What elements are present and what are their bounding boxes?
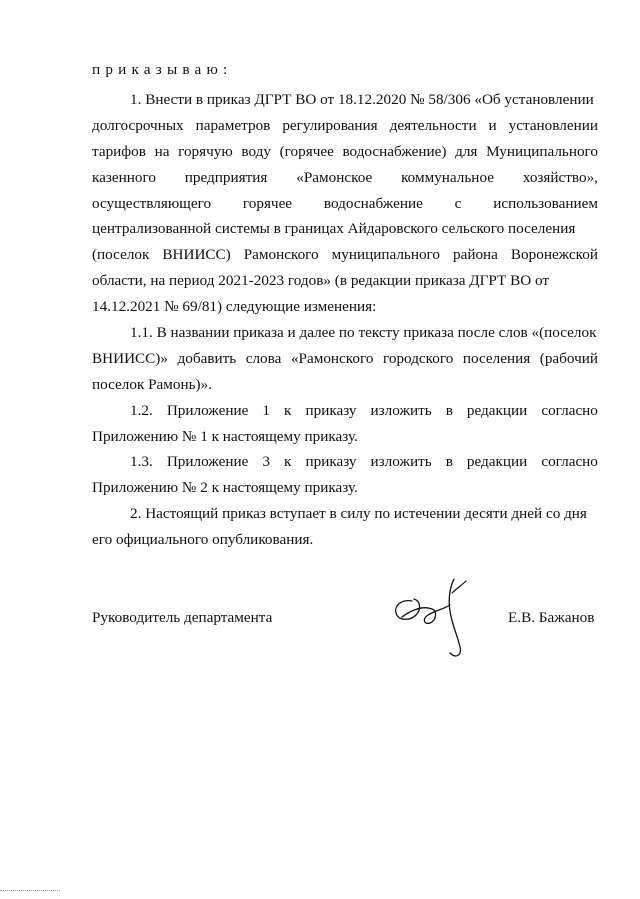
word: приказу bbox=[305, 402, 357, 419]
signature-icon bbox=[392, 571, 478, 663]
text: 1.1. В названии приказа и далее по тексту приказа после слов «(поселок bbox=[130, 324, 597, 341]
word: использованием bbox=[493, 195, 598, 212]
item1-3-line: Приложению № 2 к настоящему приказу. bbox=[92, 479, 358, 496]
word: редакции bbox=[466, 402, 528, 419]
item1-line bbox=[92, 143, 598, 161]
word: для bbox=[455, 143, 478, 160]
item1-line bbox=[130, 91, 598, 109]
word: редакции bbox=[466, 453, 528, 470]
item1-line: 14.12.2021 № 69/81) следующие изменения: bbox=[92, 298, 377, 315]
item1-3-line bbox=[130, 453, 598, 471]
word: района bbox=[452, 246, 498, 263]
item1-line bbox=[92, 169, 598, 187]
item1-1-line bbox=[92, 350, 598, 368]
word: (поселок bbox=[92, 246, 150, 263]
word: регулирования bbox=[282, 117, 378, 134]
word: изложить bbox=[370, 402, 432, 419]
word: предприятия bbox=[184, 169, 268, 186]
word: добавить bbox=[177, 350, 237, 367]
text: 2. Настоящий приказ вступает в силу по истечении десяти дней со дня bbox=[130, 505, 587, 522]
heading: приказываю: bbox=[92, 61, 233, 78]
word: Приложение bbox=[166, 402, 249, 419]
item1-1-line bbox=[130, 324, 598, 342]
text: централизованной системы в границах Айдаровского сельского поселения bbox=[92, 220, 576, 237]
word: казенного bbox=[92, 169, 156, 186]
word: к bbox=[284, 402, 292, 419]
item1-2-line: Приложению № 1 к настоящему приказу. bbox=[92, 428, 358, 445]
text: области, на период 2021-2023 годов» (в редакции приказа ДГРТ ВО от bbox=[92, 272, 550, 289]
word: согласно bbox=[541, 453, 598, 470]
word: к bbox=[284, 453, 292, 470]
word: горячую bbox=[178, 143, 233, 160]
word: 1.2. bbox=[130, 402, 153, 419]
item1-line bbox=[92, 272, 598, 290]
item2-line: его официального опубликования. bbox=[92, 531, 314, 548]
word: (рабочий bbox=[539, 350, 598, 367]
word: хозяйство», bbox=[522, 169, 598, 186]
word: водоснабжение bbox=[323, 195, 423, 212]
word: (горячее bbox=[279, 143, 334, 160]
word: «Рамонское bbox=[296, 169, 373, 186]
word: Воронежской bbox=[510, 246, 598, 263]
item1-2-line bbox=[130, 402, 598, 420]
word: в bbox=[445, 453, 453, 470]
item1-1-line: поселок Рамонь)». bbox=[92, 376, 213, 393]
word: поселения bbox=[462, 350, 531, 367]
word: долгосрочных bbox=[92, 117, 184, 134]
signer-title: Руководитель департамента bbox=[92, 609, 273, 626]
item1-line bbox=[92, 117, 598, 135]
word: 1 bbox=[262, 402, 270, 419]
word: 3 bbox=[262, 453, 270, 470]
word: ВНИИСС) bbox=[162, 246, 231, 263]
word: Муниципального bbox=[486, 143, 598, 160]
word: воду bbox=[241, 143, 271, 160]
word: с bbox=[454, 195, 462, 212]
word: на bbox=[154, 143, 170, 160]
text: 1. Внести в приказ ДГРТ ВО от 18.12.2020 № 58/306 «Об установлении bbox=[130, 91, 594, 108]
word: муниципального bbox=[331, 246, 440, 263]
page-edge-mark bbox=[0, 890, 60, 891]
word: параметров bbox=[195, 117, 271, 134]
word: Рамонского bbox=[243, 246, 319, 263]
word: 1.3. bbox=[130, 453, 153, 470]
item1-line bbox=[92, 195, 598, 213]
word: деятельности bbox=[389, 117, 477, 134]
word: тарифов bbox=[92, 143, 146, 160]
item1-line bbox=[92, 220, 598, 238]
word: горячее bbox=[242, 195, 293, 212]
item1-line bbox=[92, 246, 598, 264]
word: согласно bbox=[541, 402, 598, 419]
word: установлении bbox=[508, 117, 598, 134]
word: слова bbox=[245, 350, 282, 367]
signer-name: Е.В. Бажанов bbox=[508, 609, 595, 626]
word: коммунальное bbox=[401, 169, 494, 186]
word: Приложение bbox=[166, 453, 249, 470]
word: городского bbox=[383, 350, 454, 367]
word: осуществляющего bbox=[92, 195, 212, 212]
word: и bbox=[488, 117, 497, 134]
word: водоснабжение) bbox=[342, 143, 447, 160]
word: изложить bbox=[370, 453, 432, 470]
word: приказу bbox=[305, 453, 357, 470]
word: «Рамонского bbox=[290, 350, 374, 367]
word: в bbox=[445, 402, 453, 419]
word: ВНИИСС)» bbox=[92, 350, 168, 367]
item2-line bbox=[130, 505, 598, 523]
